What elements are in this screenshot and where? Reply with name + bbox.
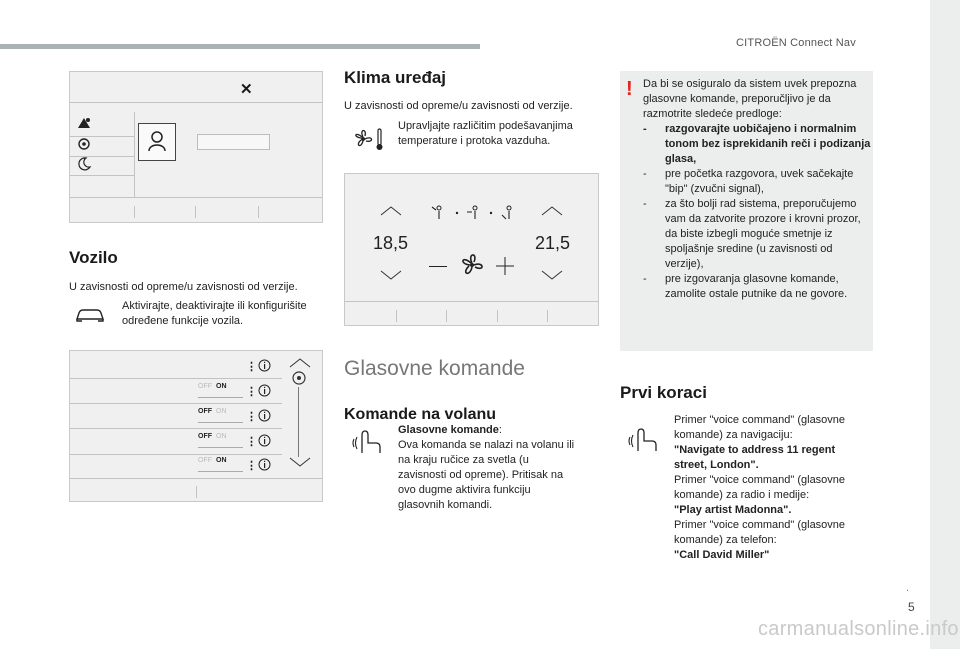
settings-screen-illustration (69, 71, 323, 223)
fan-increase-icon (495, 256, 515, 276)
profile-tile (138, 123, 176, 161)
more-options-icon: ⋮ (246, 361, 257, 373)
scroll-position-icon (292, 371, 306, 385)
info-icon (258, 409, 271, 422)
first-steps-examples (674, 413, 870, 563)
phone-example-intro: Primer "voice command" (glasovne komande) za telefon: (674, 519, 846, 546)
temp-left-down-chevron-icon (380, 270, 402, 280)
voice-tips-content (643, 77, 871, 302)
radio-example-command: "Play artist Madonna". (674, 504, 792, 516)
vehicle-functions-screen (69, 350, 323, 502)
more-options-icon: ⋮ (246, 460, 257, 472)
section-title-climate: Klima uređaj (344, 68, 447, 87)
more-options-icon: ⋮ (246, 411, 257, 423)
air-distribution-icons (429, 204, 519, 222)
nav-example-command: "Navigate to address 11 regent street, London". (674, 444, 836, 471)
voice-command-desc (398, 423, 578, 513)
scroll-down-chevron-icon (289, 457, 311, 467)
toggle-1: OFF ON (198, 383, 243, 398)
continue-mark: . (906, 582, 910, 594)
toggle-4: OFF ON (198, 457, 243, 472)
page-edge-band (930, 0, 960, 649)
radio-example-intro: Primer "voice command" (glasovne komande) za radio i medije: (674, 474, 846, 501)
section-title-first-steps: Prvi koraci (620, 383, 707, 402)
more-options-icon: ⋮ (246, 436, 257, 448)
temp-left-value: 18,5 (373, 233, 409, 253)
page-number: 5 (908, 600, 915, 614)
list-item: - pre izgovaranja glasovne komande, zamolite ostale putnike da ne govore. (643, 272, 871, 302)
vehicle-intro: U zavisnosti od opreme/u zavisnosti od verzije. (69, 281, 298, 293)
voice-command-label-suffix: : (498, 424, 502, 436)
subsection-title-steering-wheel: Komande na volanu (344, 406, 497, 423)
climate-intro: U zavisnosti od opreme/u zavisnosti od verzije. (344, 100, 573, 112)
voice-tips-box (620, 71, 873, 351)
page-header-title: CITROËN Connect Nav (736, 37, 856, 49)
voice-tips-intro: Da bi se osiguralo da sistem uvek prepozna glasovne komande, preporučljivo je da razmotrite sledeće predloge: (643, 78, 857, 120)
list-item: - za što bolji rad sistema, preporučujemo vam da zatvorite prozore i krovni prozor, da biste izbegli moguće smetnje iz spoljašnje sredine (u zavisnosti od verzije), (643, 197, 871, 272)
section-title-vehicle: Vozilo (69, 248, 118, 267)
voice-command-label: Glasovne komande (398, 424, 499, 436)
voice-command-body: Ova komanda se nalazi na volanu ili na kraju ručice za svetla (u zavisnosti od opreme). Pritisak na ovo dugme aktivira funkciju glasovnih komandi. (398, 439, 575, 511)
temp-right-down-chevron-icon (541, 270, 563, 280)
fan-decrease-icon (429, 266, 447, 267)
close-icon: ✕ (240, 81, 253, 98)
brightness-icon (76, 116, 92, 130)
climate-fan-temperature-icon (350, 125, 386, 153)
section-title-voice-commands: Glasovne komande (344, 357, 525, 380)
voice-command-hand-icon (350, 425, 384, 457)
temp-right-up-chevron-icon (541, 206, 563, 216)
info-icon (258, 458, 271, 471)
climate-screen (344, 173, 599, 326)
toggle-2: OFF ON (198, 408, 243, 423)
info-icon (258, 384, 271, 397)
phone-example-command: "Call David Miller" (674, 549, 770, 561)
watermark: carmanualsonline.info (758, 618, 959, 640)
climate-desc: Upravljajte različitim podešavanjima temperature i protoka vazduha. (398, 120, 573, 147)
info-icon (258, 434, 271, 447)
voice-command-hand-icon (626, 423, 660, 455)
list-item: - pre početka razgovora, uvek sačekajte "bip" (zvučni signal), (643, 167, 871, 197)
temp-right-value: 21,5 (535, 233, 571, 253)
list-item: - razgovarajte uobičajeno i normalnim tonom bez isprekidanih reči i podizanja glasa, (643, 122, 871, 167)
voice-tips-list (643, 122, 871, 302)
night-mode-moon-icon (76, 156, 92, 172)
header-rule (0, 44, 480, 49)
warning-exclamation-icon: ! (626, 78, 633, 100)
settings-gear-icon (75, 136, 93, 152)
car-icon (74, 306, 106, 324)
nav-example-intro: Primer "voice command" (glasovne komande) za navigaciju: (674, 414, 846, 441)
temp-left-up-chevron-icon (380, 206, 402, 216)
more-options-icon: ⋮ (246, 386, 257, 398)
vehicle-desc: Aktivirajte, deaktivirajte ili konfigurišite određene funkcije vozila. (122, 300, 307, 327)
scroll-up-chevron-icon (289, 358, 311, 368)
fan-icon (457, 250, 487, 280)
profile-name-field (197, 134, 270, 150)
toggle-3: OFF ON (198, 433, 243, 448)
info-icon (258, 359, 271, 372)
